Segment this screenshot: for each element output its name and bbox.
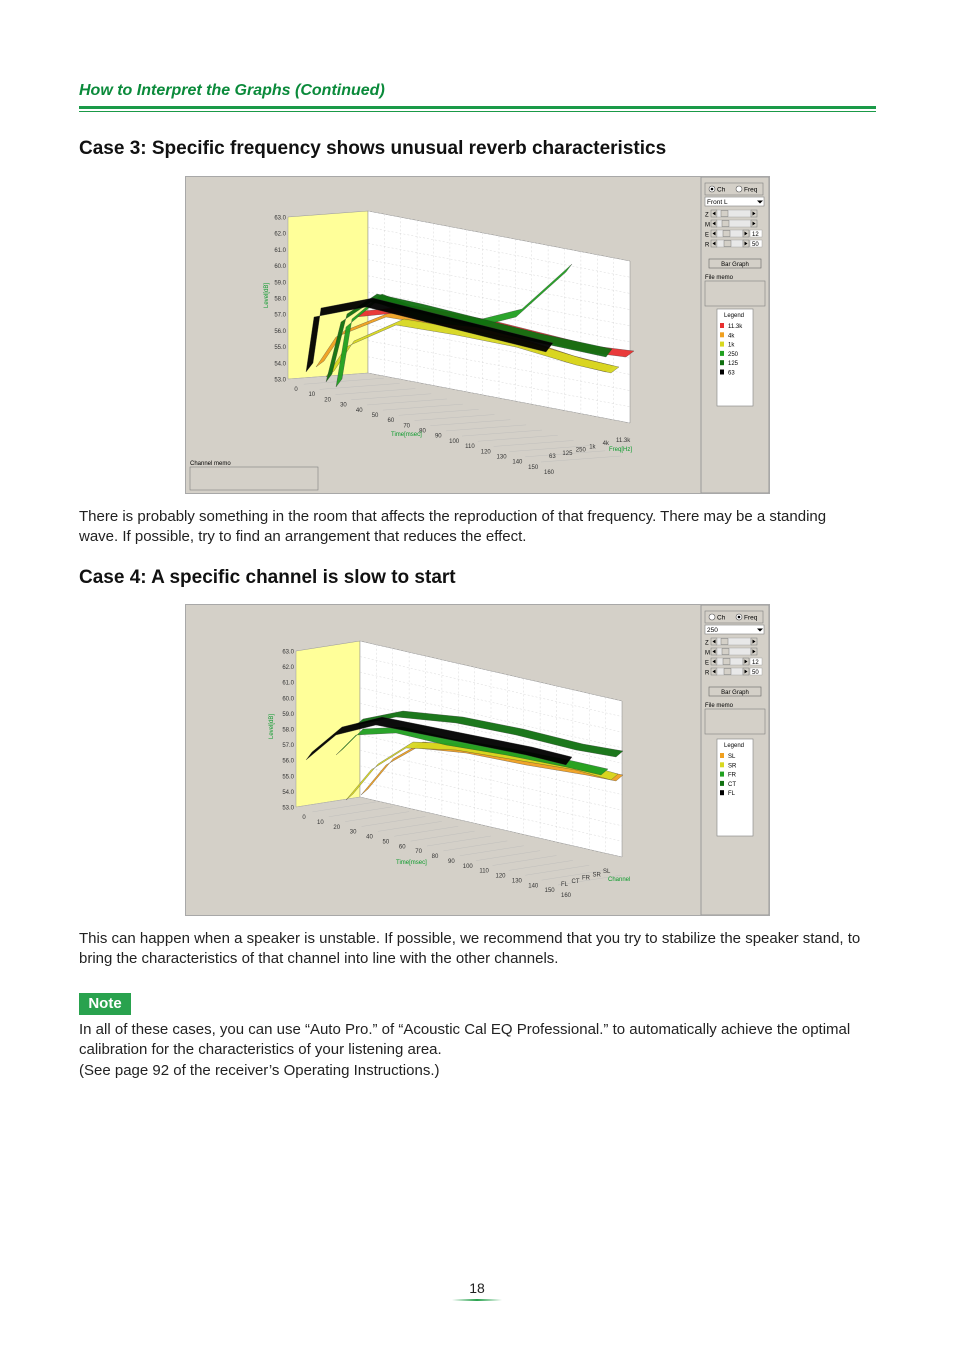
legend-swatch bbox=[720, 772, 724, 777]
page-number: 18 bbox=[469, 1280, 485, 1296]
y-tick: 53.0 bbox=[274, 377, 286, 384]
channel-memo-label: Channel memo bbox=[190, 461, 231, 467]
slider-label: E bbox=[705, 660, 710, 667]
legend-title: Legend bbox=[724, 743, 745, 749]
legend-swatch bbox=[720, 753, 724, 758]
slider-thumb[interactable] bbox=[721, 639, 728, 645]
slider-label: Z bbox=[705, 640, 709, 647]
file-memo-label: File memo bbox=[705, 275, 734, 281]
y-tick: 61.0 bbox=[274, 247, 286, 254]
case4-body: This can happen when a speaker is unstable. If possible, we recommend that you try to stabilize the speaker stand, to bring the characteristics of that channel into line with the other channels. bbox=[79, 930, 861, 967]
y-tick: 55.0 bbox=[282, 774, 294, 781]
case4-heading: Case 4: A specific channel is slow to start bbox=[79, 567, 456, 588]
legend-label: 11.3k bbox=[728, 324, 743, 330]
z-tick: FR bbox=[582, 875, 590, 882]
y-tick: 58.0 bbox=[274, 296, 286, 303]
case3-screenshot bbox=[185, 176, 770, 494]
x-tick: 100 bbox=[449, 438, 460, 445]
x-tick: 40 bbox=[355, 407, 363, 414]
x-tick: 110 bbox=[465, 444, 475, 451]
case3-body: There is probably something in the room that affects the reproduction of that frequency. There may be a standing wave. If possible, try to find an arrangement that reduces the effect. bbox=[79, 508, 827, 545]
y-tick: 54.0 bbox=[282, 789, 294, 796]
y-tick: 59.0 bbox=[274, 280, 286, 287]
y-tick: 53.0 bbox=[282, 805, 294, 812]
y-tick: 61.0 bbox=[282, 680, 294, 687]
x-tick: 30 bbox=[349, 829, 357, 836]
x-tick: 100 bbox=[462, 863, 473, 870]
z-tick: SL bbox=[603, 869, 611, 875]
legend-label: 1k bbox=[728, 342, 735, 349]
slider-thumb[interactable] bbox=[723, 659, 730, 665]
x-tick: 90 bbox=[448, 858, 455, 865]
z-tick: 11.3k bbox=[616, 438, 631, 444]
slider-thumb[interactable] bbox=[722, 649, 729, 655]
side-wall bbox=[296, 641, 360, 807]
x-tick: 0 bbox=[302, 815, 306, 821]
y-tick: 63.0 bbox=[274, 215, 286, 222]
y-tick: 57.0 bbox=[274, 312, 286, 319]
case4-graph-window bbox=[186, 605, 769, 915]
legend-label: SL bbox=[728, 754, 736, 760]
radio-ch[interactable] bbox=[709, 614, 715, 620]
legend-swatch bbox=[720, 332, 724, 337]
dropdown-value: 250 bbox=[707, 627, 718, 634]
radio-ch-label: Ch bbox=[717, 614, 726, 622]
slider-label: M bbox=[705, 222, 710, 229]
radio-ch-label: Ch bbox=[717, 186, 726, 194]
case3-heading: Case 3: Specific frequency shows unusual reverb characteristics bbox=[79, 138, 667, 159]
z-tick: 1k bbox=[589, 444, 596, 451]
x-axis-label: Time[msec] bbox=[396, 860, 427, 866]
x-tick: 90 bbox=[434, 433, 442, 440]
header-rule-thin bbox=[79, 111, 876, 112]
y-axis-label: Level[dB] bbox=[264, 282, 270, 308]
slider-label: R bbox=[705, 242, 710, 249]
slider-label: R bbox=[705, 670, 710, 677]
legend-label: SR bbox=[728, 763, 737, 770]
case4-screenshot bbox=[185, 604, 770, 916]
z-tick: CT bbox=[571, 878, 580, 885]
y-tick: 54.0 bbox=[274, 361, 286, 368]
legend-label: FR bbox=[728, 772, 736, 779]
slider-thumb[interactable] bbox=[724, 669, 731, 675]
y-tick: 62.0 bbox=[274, 231, 286, 238]
x-tick: 30 bbox=[340, 402, 347, 409]
legend-title: Legend bbox=[724, 313, 745, 319]
y-tick: 60.0 bbox=[274, 264, 286, 271]
radio-freq-label: Freq bbox=[744, 614, 758, 622]
slider-thumb[interactable] bbox=[724, 241, 731, 247]
file-memo-field[interactable] bbox=[705, 709, 765, 734]
slider-label: Z bbox=[705, 212, 709, 219]
y-tick: 56.0 bbox=[282, 758, 294, 765]
x-tick: 80 bbox=[431, 854, 439, 860]
header-rule bbox=[79, 106, 876, 109]
y-tick: 62.0 bbox=[282, 665, 294, 672]
radio-ch-dot bbox=[711, 188, 714, 191]
y-tick: 59.0 bbox=[282, 711, 294, 718]
case3-graph-window bbox=[186, 177, 769, 493]
note-reference: (See page 92 of the receiver’s Operating Instructions.) bbox=[79, 1062, 440, 1079]
x-tick: 120 bbox=[480, 449, 491, 456]
legend-label: CT bbox=[728, 781, 736, 788]
x-tick: 50 bbox=[371, 412, 379, 419]
x-tick: 150 bbox=[528, 464, 539, 471]
file-memo-field[interactable] bbox=[705, 281, 765, 306]
y-tick: 58.0 bbox=[282, 727, 294, 734]
slider-thumb[interactable] bbox=[722, 221, 729, 227]
z-tick: 63 bbox=[549, 454, 556, 460]
legend-swatch bbox=[720, 781, 724, 786]
y-tick: 55.0 bbox=[274, 345, 286, 352]
legend-swatch bbox=[720, 351, 724, 356]
x-tick: 20 bbox=[324, 397, 331, 404]
radio-freq-label: Freq bbox=[744, 186, 758, 194]
legend-swatch bbox=[720, 323, 724, 328]
y-tick: 56.0 bbox=[274, 328, 286, 335]
legend-swatch bbox=[720, 360, 724, 365]
slider-value: 12 bbox=[752, 660, 759, 666]
x-axis-label: Time[msec] bbox=[391, 432, 422, 438]
z-axis-label: Freq[Hz] bbox=[609, 447, 633, 453]
x-tick: 130 bbox=[496, 454, 507, 461]
legend-swatch bbox=[720, 370, 724, 375]
y-tick: 60.0 bbox=[282, 696, 294, 703]
slider-thumb[interactable] bbox=[721, 211, 728, 217]
x-tick: 50 bbox=[382, 839, 390, 846]
bar-graph-button-label: Bar Graph bbox=[721, 262, 749, 268]
y-axis-label: Level[dB] bbox=[269, 713, 275, 739]
y-tick: 57.0 bbox=[282, 743, 294, 750]
z-tick: 125 bbox=[562, 450, 573, 457]
x-tick: 140 bbox=[512, 459, 523, 466]
x-tick: 20 bbox=[333, 824, 341, 831]
radio-freq[interactable] bbox=[736, 186, 742, 192]
z-tick: 4k bbox=[602, 441, 609, 448]
slider-label: E bbox=[705, 232, 710, 239]
x-tick: 160 bbox=[543, 470, 555, 476]
slider-value: 50 bbox=[752, 242, 759, 248]
x-tick: 160 bbox=[560, 893, 572, 899]
x-tick: 60 bbox=[398, 844, 406, 851]
slider-thumb[interactable] bbox=[723, 231, 730, 237]
x-tick: 150 bbox=[544, 888, 555, 895]
slider-value: 50 bbox=[752, 670, 759, 676]
z-tick: 250 bbox=[575, 447, 586, 454]
x-tick: 120 bbox=[495, 873, 506, 880]
x-tick: 70 bbox=[403, 423, 411, 430]
section-header: How to Interpret the Graphs (Continued) bbox=[79, 82, 385, 99]
x-tick: 10 bbox=[308, 392, 316, 399]
x-tick: 10 bbox=[317, 819, 324, 826]
legend-swatch bbox=[720, 762, 724, 767]
legend-label: 4k bbox=[728, 333, 735, 340]
note-text: In all of these cases, you can use “Auto Pro.” of “Acoustic Cal EQ Professional.” to automatically achieve the optimal calibration for the characteristics of your listening area. bbox=[79, 1021, 851, 1058]
channel-memo-field[interactable] bbox=[190, 467, 318, 490]
slider-label: M bbox=[705, 650, 710, 657]
z-tick: SR bbox=[592, 872, 601, 879]
slider-value: 12 bbox=[752, 232, 759, 238]
dropdown-value: Front L bbox=[707, 199, 728, 206]
z-tick: FL bbox=[561, 882, 569, 888]
legend-label: 125 bbox=[728, 361, 739, 368]
x-tick: 60 bbox=[387, 418, 395, 425]
file-memo-label: File memo bbox=[705, 703, 734, 709]
legend-swatch bbox=[720, 342, 724, 347]
legend-label: 250 bbox=[728, 351, 739, 358]
x-tick: 130 bbox=[511, 878, 522, 885]
y-tick: 63.0 bbox=[282, 649, 294, 656]
page-number-rule bbox=[452, 1299, 502, 1301]
x-tick: 40 bbox=[366, 834, 373, 841]
radio-freq-dot bbox=[738, 616, 741, 619]
legend-label: FL bbox=[728, 791, 736, 798]
bar-graph-button-label: Bar Graph bbox=[721, 690, 749, 696]
x-tick: 80 bbox=[419, 428, 426, 435]
x-tick: 140 bbox=[528, 883, 539, 890]
z-axis-label: Channel bbox=[608, 877, 631, 883]
x-tick: 0 bbox=[294, 387, 298, 393]
x-tick: 70 bbox=[415, 849, 422, 856]
x-tick: 110 bbox=[479, 868, 489, 875]
note-label: Note bbox=[79, 993, 131, 1015]
legend-swatch bbox=[720, 790, 724, 795]
legend-label: 63 bbox=[728, 370, 735, 377]
